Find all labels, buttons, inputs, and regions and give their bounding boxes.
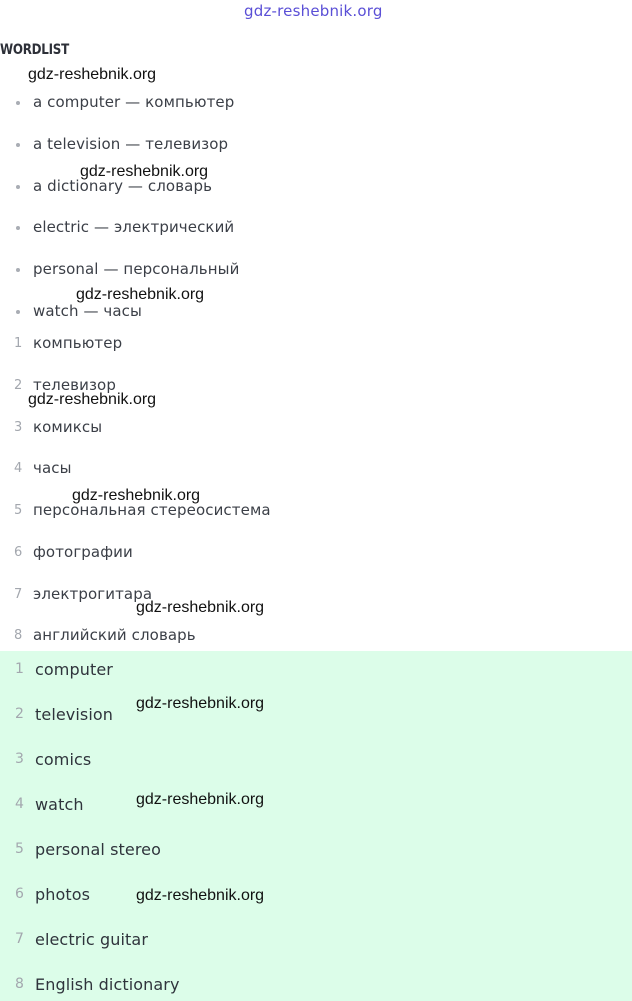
bullet-icon <box>16 268 20 272</box>
answer-text: watch <box>35 794 84 814</box>
wordlist-item-text: personal — персональный <box>33 260 240 278</box>
item-number: 4 <box>15 796 24 812</box>
item-number: 7 <box>15 931 24 947</box>
item-number: 2 <box>15 706 24 722</box>
answer-text: photos <box>35 884 91 904</box>
answer-text: electric guitar <box>35 929 149 949</box>
translation-text: телевизор <box>33 376 116 394</box>
item-number: 6 <box>14 544 23 560</box>
watermark: gdz-reshebnik.org <box>136 887 265 904</box>
bullet-icon <box>16 101 20 105</box>
answer-text: television <box>35 704 114 724</box>
translation-text: фотографии <box>33 543 133 561</box>
item-number: 1 <box>14 335 23 351</box>
item-number: 3 <box>15 751 24 767</box>
watermark: gdz-reshebnik.org <box>28 391 157 408</box>
translation-text: английский словарь <box>33 626 196 644</box>
watermark: gdz-reshebnik.org <box>136 599 265 616</box>
item-number: 8 <box>15 976 24 992</box>
translation-text: персональная стереосистема <box>33 501 271 519</box>
translation-text: электрогитара <box>33 585 153 603</box>
item-number: 3 <box>14 419 23 435</box>
answer-text: English dictionary <box>35 974 180 994</box>
watermark: gdz-reshebnik.org <box>76 286 205 303</box>
translation-text: компьютер <box>33 334 123 352</box>
bullet-icon <box>16 310 20 314</box>
answer-text: personal stereo <box>35 839 161 859</box>
wordlist-item-text: electric — электрический <box>33 218 235 236</box>
watermark: gdz-reshebnik.org <box>136 695 265 712</box>
bullet-icon <box>16 226 20 230</box>
watermark: gdz-reshebnik.org <box>80 163 209 180</box>
wordlist-item-text: a television — телевизор <box>33 135 229 153</box>
translation-text: часы <box>33 459 72 477</box>
answer-text: computer <box>35 659 113 679</box>
wordlist-item-text: watch — часы <box>33 302 142 320</box>
wordlist-item-text: a dictionary — словарь <box>33 177 213 195</box>
bullet-icon <box>16 185 20 189</box>
item-number: 4 <box>14 460 23 476</box>
top-watermark: gdz-reshebnik.org <box>244 2 383 20</box>
item-number: 5 <box>14 502 23 518</box>
item-number: 5 <box>15 841 24 857</box>
watermark: gdz-reshebnik.org <box>72 487 201 504</box>
item-number: 7 <box>14 586 23 602</box>
answer-text: comics <box>35 749 92 769</box>
item-number: 2 <box>14 377 23 393</box>
translation-text: комиксы <box>33 418 103 436</box>
wordlist-heading: WORDLIST <box>0 42 69 58</box>
bullet-icon <box>16 143 20 147</box>
item-number: 1 <box>15 661 24 677</box>
item-number: 6 <box>15 886 24 902</box>
watermark: gdz-reshebnik.org <box>136 791 265 808</box>
answers-panel <box>0 651 632 1001</box>
watermark: gdz-reshebnik.org <box>28 66 157 83</box>
item-number: 8 <box>14 627 23 643</box>
wordlist-item-text: a computer — компьютер <box>33 93 235 111</box>
